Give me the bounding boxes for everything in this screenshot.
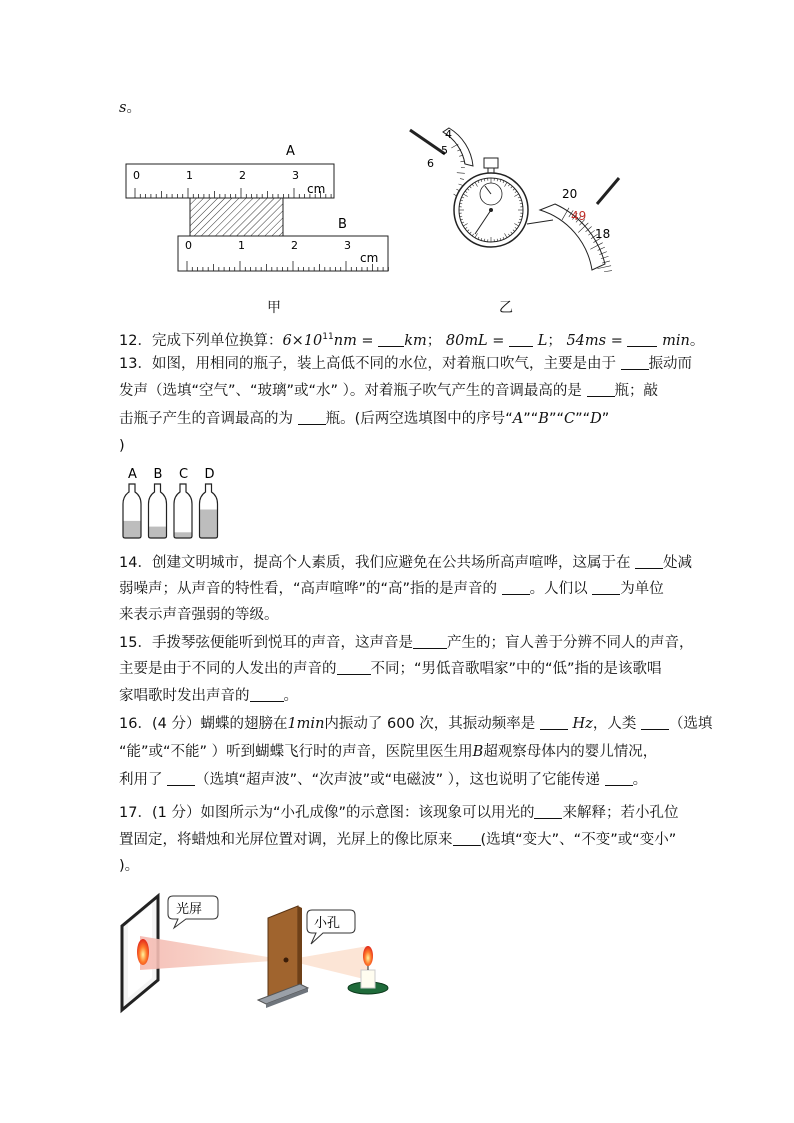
top-tick-5: 5 xyxy=(441,144,448,157)
tick xyxy=(458,184,462,185)
question-16-line-2: “能”或“不能” ）听到蝴蝶飞行时的声音，医院里医生用B超观察母体内的婴儿情况， xyxy=(119,744,658,760)
bottle-a xyxy=(123,467,141,538)
pinhole-figure xyxy=(118,888,398,1018)
bottle-label: A xyxy=(128,467,137,482)
tick xyxy=(451,144,458,148)
answer-blank[interactable] xyxy=(298,410,326,425)
ruler-b-tick-2: 2 xyxy=(291,239,298,252)
right-tick-20: 20 xyxy=(562,187,578,201)
stopwatch-figure xyxy=(405,124,625,274)
answer-blank[interactable] xyxy=(540,715,568,730)
ruler-figure xyxy=(120,140,395,280)
question-15-line-1: 15．手拨琴弦便能听到悦耳的声音，这声音是 产生的；盲人善于分辨不同人的声音， xyxy=(119,635,694,651)
ruler-a-tick-2: 2 xyxy=(239,169,246,182)
water xyxy=(174,532,192,538)
answer-blank[interactable] xyxy=(592,580,620,595)
question-16-line-3: 利用了 （选填“超声波”、“次声波”或“电磁波” ），这也说明了它能传递 。 xyxy=(119,772,648,788)
caption-yi: 乙 xyxy=(499,300,513,316)
tick xyxy=(460,161,464,162)
question-15-line-3: 家唱歌时发出声音的 。 xyxy=(119,688,298,704)
tick xyxy=(460,179,464,180)
question-13-line-1: 13．如图，用相同的瓶子，装上高低不同的水位，对着瓶口吹气，主要是由于 振动而 xyxy=(119,356,693,372)
bottle-d xyxy=(200,467,218,538)
ruler-b-unit: cm xyxy=(360,251,379,265)
bottles-figure xyxy=(120,464,230,542)
ruler-b-label: B xyxy=(338,217,347,232)
question-17-line-1: 17．(1 分）如图所示为“小孔成像”的示意图：该现象可以用光的 来解释；若小孔位 xyxy=(119,805,679,821)
label-hole: 小孔 xyxy=(314,916,341,931)
answer-blank[interactable] xyxy=(605,771,633,786)
answer-blank[interactable] xyxy=(413,634,447,649)
answer-blank[interactable] xyxy=(509,332,533,347)
answer-blank[interactable] xyxy=(627,332,657,347)
ruler-b-tick-3: 3 xyxy=(344,239,351,252)
answer-blank[interactable] xyxy=(502,580,530,595)
question-14-line-3: 来表示声音强弱的等级。 xyxy=(119,607,279,623)
caption-jia: 甲 xyxy=(267,300,281,316)
bottle-outline xyxy=(174,484,192,538)
bottle-b xyxy=(149,467,167,538)
answer-blank[interactable] xyxy=(534,804,562,819)
ruler-a-tick-1: 1 xyxy=(186,169,193,182)
answer-blank[interactable] xyxy=(337,660,371,675)
ruler-b-tick-0: 0 xyxy=(185,239,192,252)
water xyxy=(149,527,167,538)
ruler-a-tick-3: 3 xyxy=(292,169,299,182)
answer-blank[interactable] xyxy=(587,382,615,397)
top-tick-6: 6 xyxy=(427,157,434,170)
ruler-a-tick-0: 0 xyxy=(133,169,140,182)
bottle-c xyxy=(174,467,192,538)
question-17-line-2: 置固定，将蜡烛和光屏位置对调，光屏上的像比原来 (选填“变大”、“不变”或“变小” xyxy=(119,832,677,848)
bottle-label: D xyxy=(204,467,215,482)
question-13-line-4: ) xyxy=(119,438,125,454)
question-16-line-1: 16．(4 分）蝴蝶的翅膀在1min内振动了 600 次，其振动频率是 Hz，人类 （选填 xyxy=(119,716,713,732)
ruler-a-label: A xyxy=(286,144,295,159)
question-14-line-2: 弱噪声；从声音的特性看，“高声喧哗”的“高”指的是声音的 。人们以 为单位 xyxy=(119,581,664,597)
answer-blank[interactable] xyxy=(250,687,284,702)
question-13-line-3: 击瓶子产生的音调最高的为 瓶。(后两空选填图中的序号“A”“B”“C”“D” xyxy=(119,411,610,427)
answer-blank[interactable] xyxy=(167,771,195,786)
measured-block xyxy=(190,198,283,236)
bottle-label: B xyxy=(153,467,163,482)
right-tick-49: 49 xyxy=(571,209,587,223)
label-screen: 光屏 xyxy=(176,902,203,917)
answer-blank[interactable] xyxy=(378,332,404,347)
tick xyxy=(604,271,612,272)
ruler-b xyxy=(178,236,388,271)
answer-blank[interactable] xyxy=(641,715,669,730)
answer-blank[interactable] xyxy=(621,355,649,370)
question-17-line-3: )。 xyxy=(119,858,140,874)
top-tick-4: 4 xyxy=(445,128,452,141)
top-fragment: s。 xyxy=(119,100,141,116)
bottle-label: C xyxy=(179,467,189,482)
right-tick-18: 18 xyxy=(595,227,611,241)
question-15-line-2: 主要是由于不同的人发出的声音的 不同；“男低音歌唱家”中的“低”指的是该歌唱 xyxy=(119,661,662,677)
answer-blank[interactable] xyxy=(453,831,481,846)
ruler-a-unit: cm xyxy=(307,182,326,196)
question-14-line-1: 14．创建文明城市，提高个人素质，我们应避免在公共场所高声喧哗，这属于在 处减 xyxy=(119,555,693,571)
water xyxy=(200,510,218,539)
water xyxy=(123,521,141,538)
ruler-b-tick-1: 1 xyxy=(238,239,245,252)
answer-blank[interactable] xyxy=(635,554,663,569)
tick xyxy=(457,173,465,174)
question-13-line-2: 发声（选填“空气”、“玻璃”或“水” ）。对着瓶子吹气产生的音调最高的是 瓶；敲 xyxy=(119,383,659,399)
question-12: 12．完成下列单位换算：$6\times 10^{11}nm$ = km； 80mL = L； 54ms = min。 xyxy=(119,332,705,349)
ruler-a xyxy=(126,164,334,198)
